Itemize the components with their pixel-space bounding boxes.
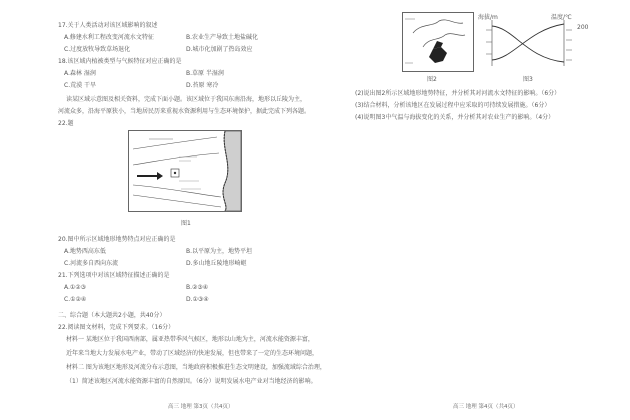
intro-line-2: 河流众多，沿海平原狭小，当地居民历来重视水资源利用与生态环境保护，据此完成下列各题。	[58, 108, 311, 115]
option-d: D.苔原 寒冷	[186, 82, 219, 89]
question-17-stem: 17.关于人类活动对该区域影响的叙述	[58, 22, 158, 29]
figure-2-map	[402, 12, 474, 72]
figure-3-y-value: 200	[577, 24, 589, 31]
question-22-title: 22.阅读图文材料，完成下列要求。（16分）	[58, 324, 175, 331]
option-a: A.①②③	[64, 284, 87, 291]
option-d: D.城市化加剧了热岛效应	[186, 46, 253, 53]
question-22-part-4: (4)说明图3中气温与海拔变化的关系，并分析其对农业生产的影响。（4分）	[355, 114, 555, 121]
option-c: C.①②④	[64, 296, 87, 303]
figure-1-map	[128, 130, 242, 212]
question-22-part-3: (3)结合材料，分析该地区在发展过程中应采取的可持续发展措施。（6分）	[355, 102, 551, 109]
section-title: 二、综合题（本大题共2小题，共40分）	[58, 312, 166, 319]
option-b: B.②③④	[186, 284, 209, 291]
option-b: B.以平原为主，地势平坦	[186, 248, 253, 255]
option-c: C.荒漠 干旱	[64, 82, 97, 89]
coast-map-figure	[129, 131, 241, 211]
page-footer: 高三 地理 第3页（共4页）	[168, 404, 234, 410]
figure-2-caption: 图2	[427, 76, 437, 83]
figure-3-caption: 图3	[523, 76, 533, 83]
figure-3-right-label: 温度/℃	[551, 14, 572, 21]
question-22-part-2: (2)说出图2所示区域地形地势特征，并分析其对河流水文特征的影响。（6分）	[355, 90, 561, 97]
intro-line-1: 读某区域示意图及相关资料，完成下面小题。该区域位于我国东南沿海，地形以丘陵为主，	[66, 96, 307, 103]
material-line-1: 材料一 某地区位于我国西南部，属亚热带季风气候区，地形以山地为主，河流水能资源丰富，	[66, 336, 314, 343]
page-footer: 高三 地理 第4页（共4页）	[453, 404, 519, 410]
option-a: A.森林 湿润	[64, 70, 96, 77]
figure-1-caption: 图1	[181, 220, 191, 227]
option-d: D.①③④	[186, 296, 209, 303]
material-line-4: （1）简述该地区河流水能资源丰富的自然原因。（6分）说明发展水电产业对当地经济的影响。	[66, 378, 317, 385]
right-page	[315, 0, 630, 420]
figure-3-left-label: 海拔/m	[478, 14, 498, 21]
question-21-stem: 21.下列选项中对该区域特征描述正确的是	[58, 272, 170, 279]
option-a: A.地势西高东低	[64, 248, 106, 255]
option-c: C.过度放牧导致草场退化	[64, 46, 131, 53]
material-line-3: 材料二 图为该地区地形及河流分布示意图，当地政府积极推进生态文明建设，加强流域综合治理，	[66, 364, 326, 371]
profile-curve-figure	[480, 18, 578, 70]
option-d: D.多山地丘陵地形崎岖	[186, 260, 247, 267]
question-18-stem: 18.该区域内植被类型与气候特征对应正确的是	[58, 58, 182, 65]
intro-line-3: 22.题	[58, 120, 74, 127]
question-20-stem: 20.图中所示区域地形地势特点对应正确的是	[58, 236, 176, 243]
option-b: B.草原 半湿润	[186, 70, 224, 77]
option-c: C.河流多自西向东流	[64, 260, 119, 267]
figure-3-chart	[480, 18, 578, 70]
option-a: A.修建水利工程改变河流水文特征	[64, 34, 154, 41]
material-line-2: 近年来当地大力发展水电产业，带动了区域经济的快速发展，但也带来了一定的生态环境问题，	[66, 350, 319, 357]
option-b: B.农业生产导致土地盐碱化	[186, 34, 259, 41]
terrain-map-figure	[403, 13, 473, 71]
